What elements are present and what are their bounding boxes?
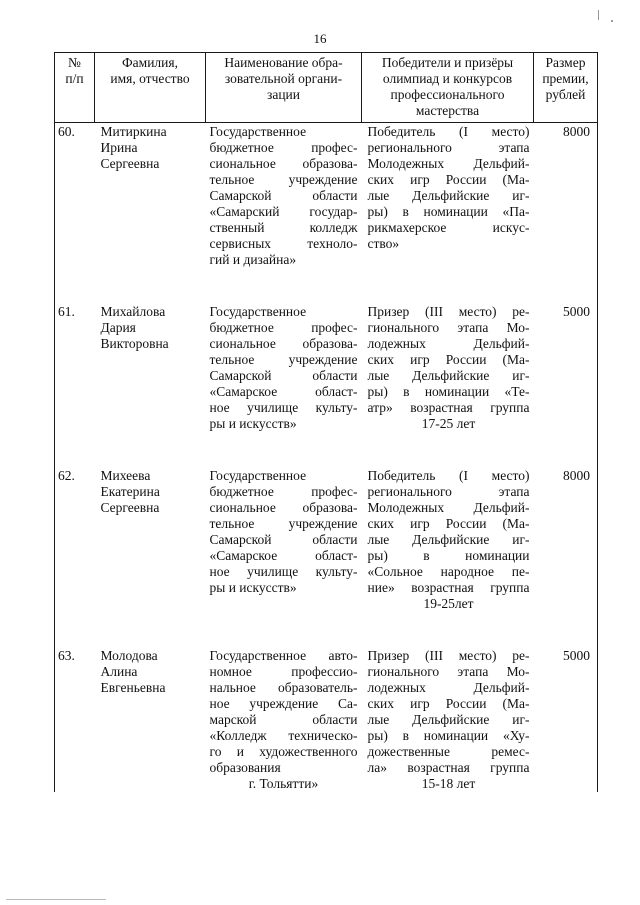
- header-achievement: Победители и призёры олимпиад и конкурсов профессионального мастерства: [362, 53, 534, 123]
- header-prize-amount: Размер премии, рублей: [534, 53, 598, 123]
- achievement-text: Победитель (I место) регионального этапа Молодежных Дельфий- ских игр России (Ма- лые Дельфийские иг- ры) в номинации «Па- рикмахерское искус- ство»: [367, 124, 530, 251]
- organization-name: Государственное бюджетное профес- сиональное образова- тельное учреждение Самарской области «Самарский государ- ственный колледж сервисных техноло- гий и дизайна»: [209, 124, 358, 267]
- header-full-name: Фамилия, имя, отчество: [95, 53, 206, 123]
- student-name: Михайлова Дария Викторовна: [100, 304, 169, 351]
- student-name: Михеева Екатерина Сергеевна: [100, 468, 160, 515]
- page-number: 16: [313, 31, 327, 46]
- achievement-text: Победитель (I место) регионального этапа Молодежных Дельфий- ских игр России (Ма- лые Дельфийские иг- ры) в номинации «Сольное народное пе- ние» возрастная группа 19-25лет: [367, 468, 530, 611]
- achievement-text: Призер (III место) ре- гионального этапа Мо- лодежных Дельфий- ских игр России (Ма- лые Дельфийские иг- ры) в номинации «Те- атр» возрастная группа 17-25 лет: [367, 304, 530, 431]
- scan-edge-mark: [611, 20, 613, 22]
- table-row: [55, 432, 598, 612]
- header-number: № п/п: [55, 53, 95, 123]
- organization-name: Государственное бюджетное профес- сиональное образова- тельное учреждение Самарской области «Самарское област- ное училище культу- ры и искусств»: [209, 468, 358, 595]
- awards-table: [54, 52, 598, 792]
- student-name: Молодова Алина Евгеньевна: [100, 648, 166, 695]
- prize-amount: 5000: [534, 612, 598, 792]
- row-number: 60.: [55, 123, 95, 269]
- table-header-row: [55, 53, 598, 123]
- organization-name: Государственное авто- номное профессио- нальное образователь- ное учреждение Са- марской области «Колледж техническо- го и художественного образования г. Тольятти»: [209, 648, 358, 791]
- header-organization: Наименование обра- зовательной органи- зации: [206, 53, 362, 123]
- table-row: [55, 612, 598, 792]
- prize-amount: 5000: [534, 268, 598, 432]
- row-number: 61.: [55, 268, 95, 432]
- prize-amount: 8000: [534, 123, 598, 269]
- row-number: 63.: [55, 612, 95, 792]
- prize-amount: 8000: [534, 432, 598, 612]
- achievement-text: Призер (III место) ре- гионального этапа Мо- лодежных Дельфий- ских игр России (Ма- лые Дельфийские иг- ры) в номинации «Ху- дожественные ремес- ла» возрастная группа 15-18 лет: [367, 648, 530, 791]
- scan-edge-mark: [6, 899, 106, 900]
- organization-name: Государственное бюджетное профес- сиональное образова- тельное учреждение Самарской области «Самарское област- ное училище культу- ры и искусств»: [209, 304, 358, 431]
- row-number: 62.: [55, 432, 95, 612]
- scan-edge-mark: [598, 10, 599, 20]
- table-row: [55, 123, 598, 269]
- table-row: [55, 268, 598, 432]
- student-name: Митиркина Ирина Сергеевна: [100, 124, 167, 171]
